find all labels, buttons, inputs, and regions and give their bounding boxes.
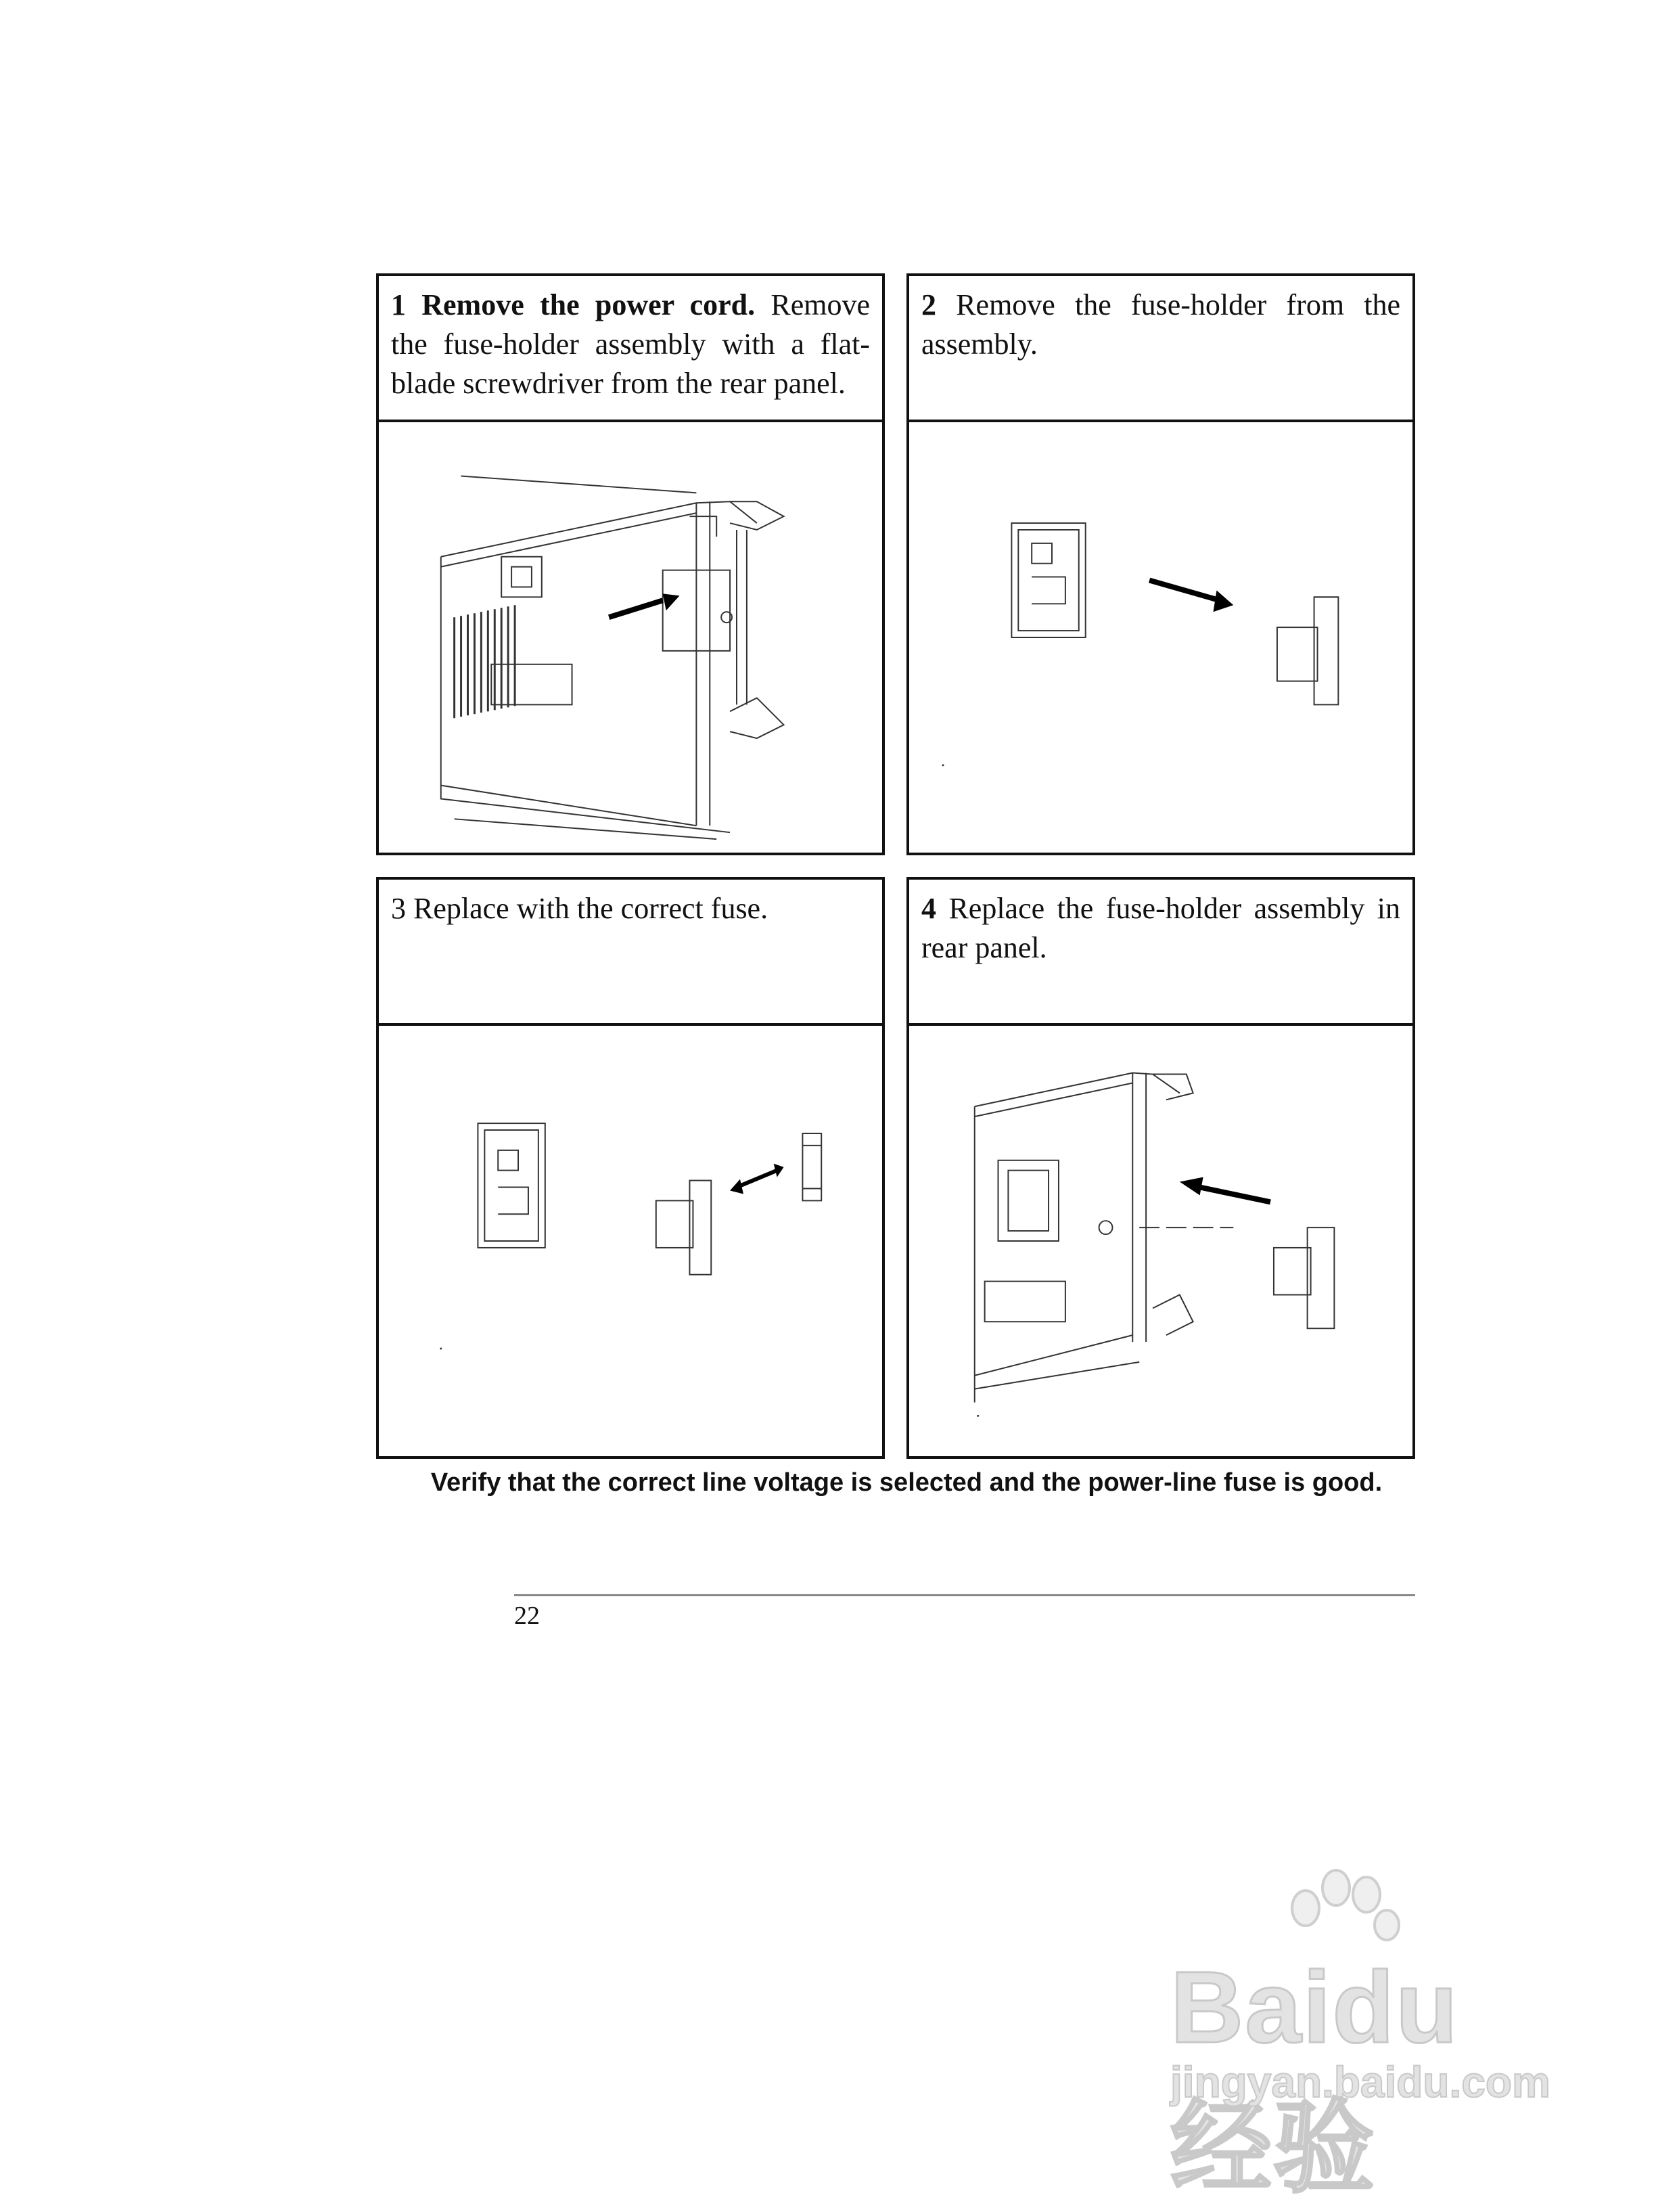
fuse-holder-removal-illustration — [909, 422, 1412, 853]
step-1-panel — [376, 273, 885, 855]
step-4-caption — [909, 880, 1412, 1026]
step-4-text: Replace the fuse-holder assembly in rear panel. — [921, 892, 1400, 964]
watermark-brand: Baidu经验 — [1170, 1950, 1459, 2205]
paw-icon — [1272, 1868, 1407, 1956]
step-1-figure — [379, 422, 882, 853]
step-2-number: 2 — [921, 288, 936, 321]
step-4-number: 4 — [921, 892, 936, 925]
step-3-text: Replace with the correct fuse. — [406, 892, 768, 925]
verify-instruction: Verify that the correct line voltage is selected and the power-line fuse is good. — [430, 1468, 1383, 1497]
step-2-caption — [909, 276, 1412, 422]
step-2-panel — [906, 273, 1415, 855]
step-1-number: 1 — [391, 288, 406, 321]
step-2-text: Remove the fuse-holder from the assembly. — [921, 288, 1400, 361]
baidu-watermark — [1150, 1868, 1556, 2205]
rear-panel-remove-fuse-illustration — [379, 422, 882, 853]
step-3-figure — [379, 1026, 882, 1456]
step-3-panel — [376, 877, 885, 1459]
watermark-url: jingyan.baidu.com — [1170, 2058, 1550, 2106]
footer-rule — [514, 1594, 1415, 1596]
step-1-text: Remove the fuse-holder assembly with a flat-blade screwdriver from the rear panel. — [391, 288, 870, 400]
fuse-holder-reinsert-illustration — [909, 1026, 1412, 1456]
page-number: 22 — [514, 1602, 540, 1630]
step-4-figure — [909, 1026, 1412, 1456]
step-1-caption — [379, 276, 882, 422]
step-4-panel — [906, 877, 1415, 1459]
step-2-figure — [909, 422, 1412, 853]
fuse-replacement-illustration — [379, 1026, 882, 1456]
step-3-caption — [379, 880, 882, 1026]
step-1-bold: Remove the power cord. — [421, 288, 756, 321]
step-3-number: 3 — [391, 892, 406, 925]
